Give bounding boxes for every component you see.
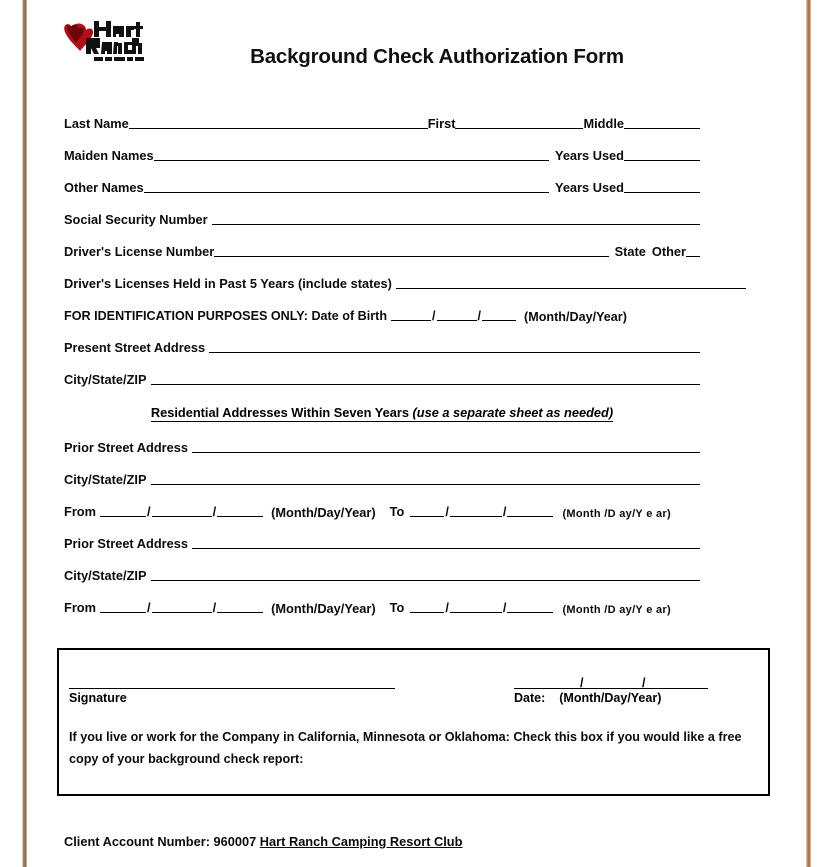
row-other-names (64, 164, 700, 196)
row-drivers-license-number (64, 228, 700, 260)
row-date-of-birth (64, 292, 700, 324)
label-to-date-format-1: (Month /D ay/Y e ar) (562, 508, 671, 520)
label-identification-purposes: FOR IDENTIFICATION PURPOSES ONLY: Date of Birth (64, 309, 388, 323)
input-social-security-number[interactable] (212, 224, 700, 225)
row-prior-city-state-zip-2 (64, 552, 700, 584)
label-from-1: From (64, 504, 96, 519)
input-other-names[interactable] (144, 192, 549, 193)
to-slash-2b: / (502, 600, 507, 615)
label-from-date-format-1: (Month/Day/Year) (271, 505, 376, 520)
label-maiden-names: Maiden Names (64, 148, 154, 163)
page-title: Background Check Authorization Form (250, 45, 624, 68)
label-signature: Signature (69, 691, 127, 705)
input-to-month-1[interactable] (410, 516, 444, 517)
section-heading-italic: (use a separate sheet as needed) (412, 405, 614, 420)
input-dob-day[interactable] (437, 320, 477, 321)
page-edge-stripe-right (806, 0, 811, 867)
row-prior-street-address-1 (64, 424, 700, 456)
label-from-date-format-2: (Month/Day/Year) (271, 601, 376, 616)
signature-box (57, 648, 770, 796)
from-slash-2b: / (212, 600, 217, 615)
input-from-month-2[interactable] (100, 612, 146, 613)
document-sheet (28, 0, 806, 867)
label-present-street-address: Present Street Address (64, 340, 206, 355)
input-signature-date[interactable] (514, 688, 708, 689)
row-licenses-held-past-5-years (64, 260, 700, 292)
input-dob-month[interactable] (391, 320, 431, 321)
document-header (28, 0, 806, 86)
from-slash-1b: / (212, 504, 217, 519)
row-present-street-address (64, 324, 700, 356)
input-from-year-1[interactable] (217, 516, 263, 517)
row-prior-city-state-zip-1 (64, 456, 700, 488)
label-prior-city-state-zip-1: City/State/ZIP (64, 472, 147, 487)
input-from-day-1[interactable] (152, 516, 212, 517)
label-prior-street-address-1: Prior Street Address (64, 440, 188, 455)
row-prior-dates-2 (64, 584, 700, 616)
client-account-footer (64, 834, 462, 849)
label-maiden-years-used: Years Used (554, 148, 624, 163)
label-last-name: Last Name (64, 116, 129, 131)
label-prior-street-address-2: Prior Street Address (64, 536, 188, 551)
from-slash-1a: / (147, 504, 151, 519)
input-last-name[interactable] (129, 128, 428, 129)
to-slash-1b: / (502, 504, 507, 519)
footer-account-name: Hart Ranch Camping Resort Club (259, 834, 463, 849)
label-present-city-state-zip: City/State/ZIP (64, 372, 147, 387)
input-maiden-names[interactable] (154, 160, 549, 161)
signature-date-slash-1: / (580, 676, 584, 690)
label-to-1: To (389, 504, 405, 519)
label-dob-date-format: (Month/Day/Year) (524, 310, 627, 324)
input-dob-year[interactable] (482, 320, 516, 321)
label-drivers-license-number: Driver's License Number (64, 244, 215, 259)
input-to-day-1[interactable] (450, 516, 502, 517)
input-to-month-2[interactable] (410, 612, 444, 613)
label-prior-city-state-zip-2: City/State/ZIP (64, 568, 147, 583)
signature-date-slashes (514, 666, 708, 690)
input-maiden-years-used[interactable] (624, 160, 700, 161)
label-date-text: Date: (514, 691, 546, 705)
label-license-other: Other (651, 244, 686, 259)
row-prior-dates-1 (64, 488, 700, 520)
label-to-2: To (389, 600, 405, 615)
input-prior-street-address-1[interactable] (192, 452, 700, 453)
input-to-year-1[interactable] (507, 516, 553, 517)
page-edge-stripe-left (22, 0, 27, 867)
signature-date-slash-2: / (642, 676, 646, 690)
input-prior-city-state-zip-1[interactable] (151, 484, 701, 485)
input-to-year-2[interactable] (507, 612, 553, 613)
dob-slash-2: / (477, 309, 482, 323)
row-prior-street-address-2 (64, 520, 700, 552)
row-maiden-names (64, 132, 700, 164)
row-name (64, 100, 700, 132)
label-middle-name: Middle (583, 116, 624, 131)
dob-slash-1: / (432, 309, 436, 323)
label-signature-date (514, 691, 661, 705)
form-fields (64, 100, 700, 616)
label-signature-date-format: (Month/Day/Year) (559, 691, 662, 705)
input-signature[interactable] (69, 688, 395, 689)
label-first-name: First (427, 116, 456, 131)
input-from-day-2[interactable] (152, 612, 212, 613)
input-other-years-used[interactable] (624, 192, 700, 193)
label-to-date-format-2: (Month /D ay/Y e ar) (562, 604, 671, 616)
to-slash-2a: / (445, 600, 449, 615)
label-other-years-used: Years Used (554, 180, 624, 195)
input-license-other[interactable] (686, 256, 700, 257)
label-from-2: From (64, 600, 96, 615)
row-social-security-number (64, 196, 700, 228)
input-licenses-held[interactable] (396, 288, 746, 289)
input-prior-street-address-2[interactable] (192, 548, 700, 549)
input-to-day-2[interactable] (450, 612, 502, 613)
input-from-month-1[interactable] (100, 516, 146, 517)
section-heading-main: Residential Addresses Within Seven Years (150, 405, 413, 420)
input-prior-city-state-zip-2[interactable] (151, 580, 701, 581)
input-present-street-address[interactable] (209, 352, 700, 353)
footer-prefix: Client Account Number: 960007 (64, 834, 260, 849)
label-license-state: State (614, 244, 646, 259)
input-drivers-license-number[interactable] (214, 256, 608, 257)
row-present-city-state-zip (64, 356, 700, 388)
input-first-name[interactable] (455, 128, 583, 129)
state-disclosure-notice: If you live or work for the Company in California, Minnesota or Oklahoma: Check this box if you would like a free copy of your background check report: (69, 730, 742, 766)
section-heading-residential-addresses (64, 388, 700, 424)
from-slash-2a: / (147, 600, 151, 615)
input-from-year-2[interactable] (217, 612, 263, 613)
to-slash-1a: / (445, 504, 449, 519)
label-social-security-number: Social Security Number (64, 212, 208, 227)
label-licenses-held: Driver's Licenses Held in Past 5 Years (include states) (64, 276, 392, 291)
input-middle-name[interactable] (624, 128, 700, 129)
input-present-city-state-zip[interactable] (151, 384, 701, 385)
label-other-names: Other Names (64, 180, 144, 195)
